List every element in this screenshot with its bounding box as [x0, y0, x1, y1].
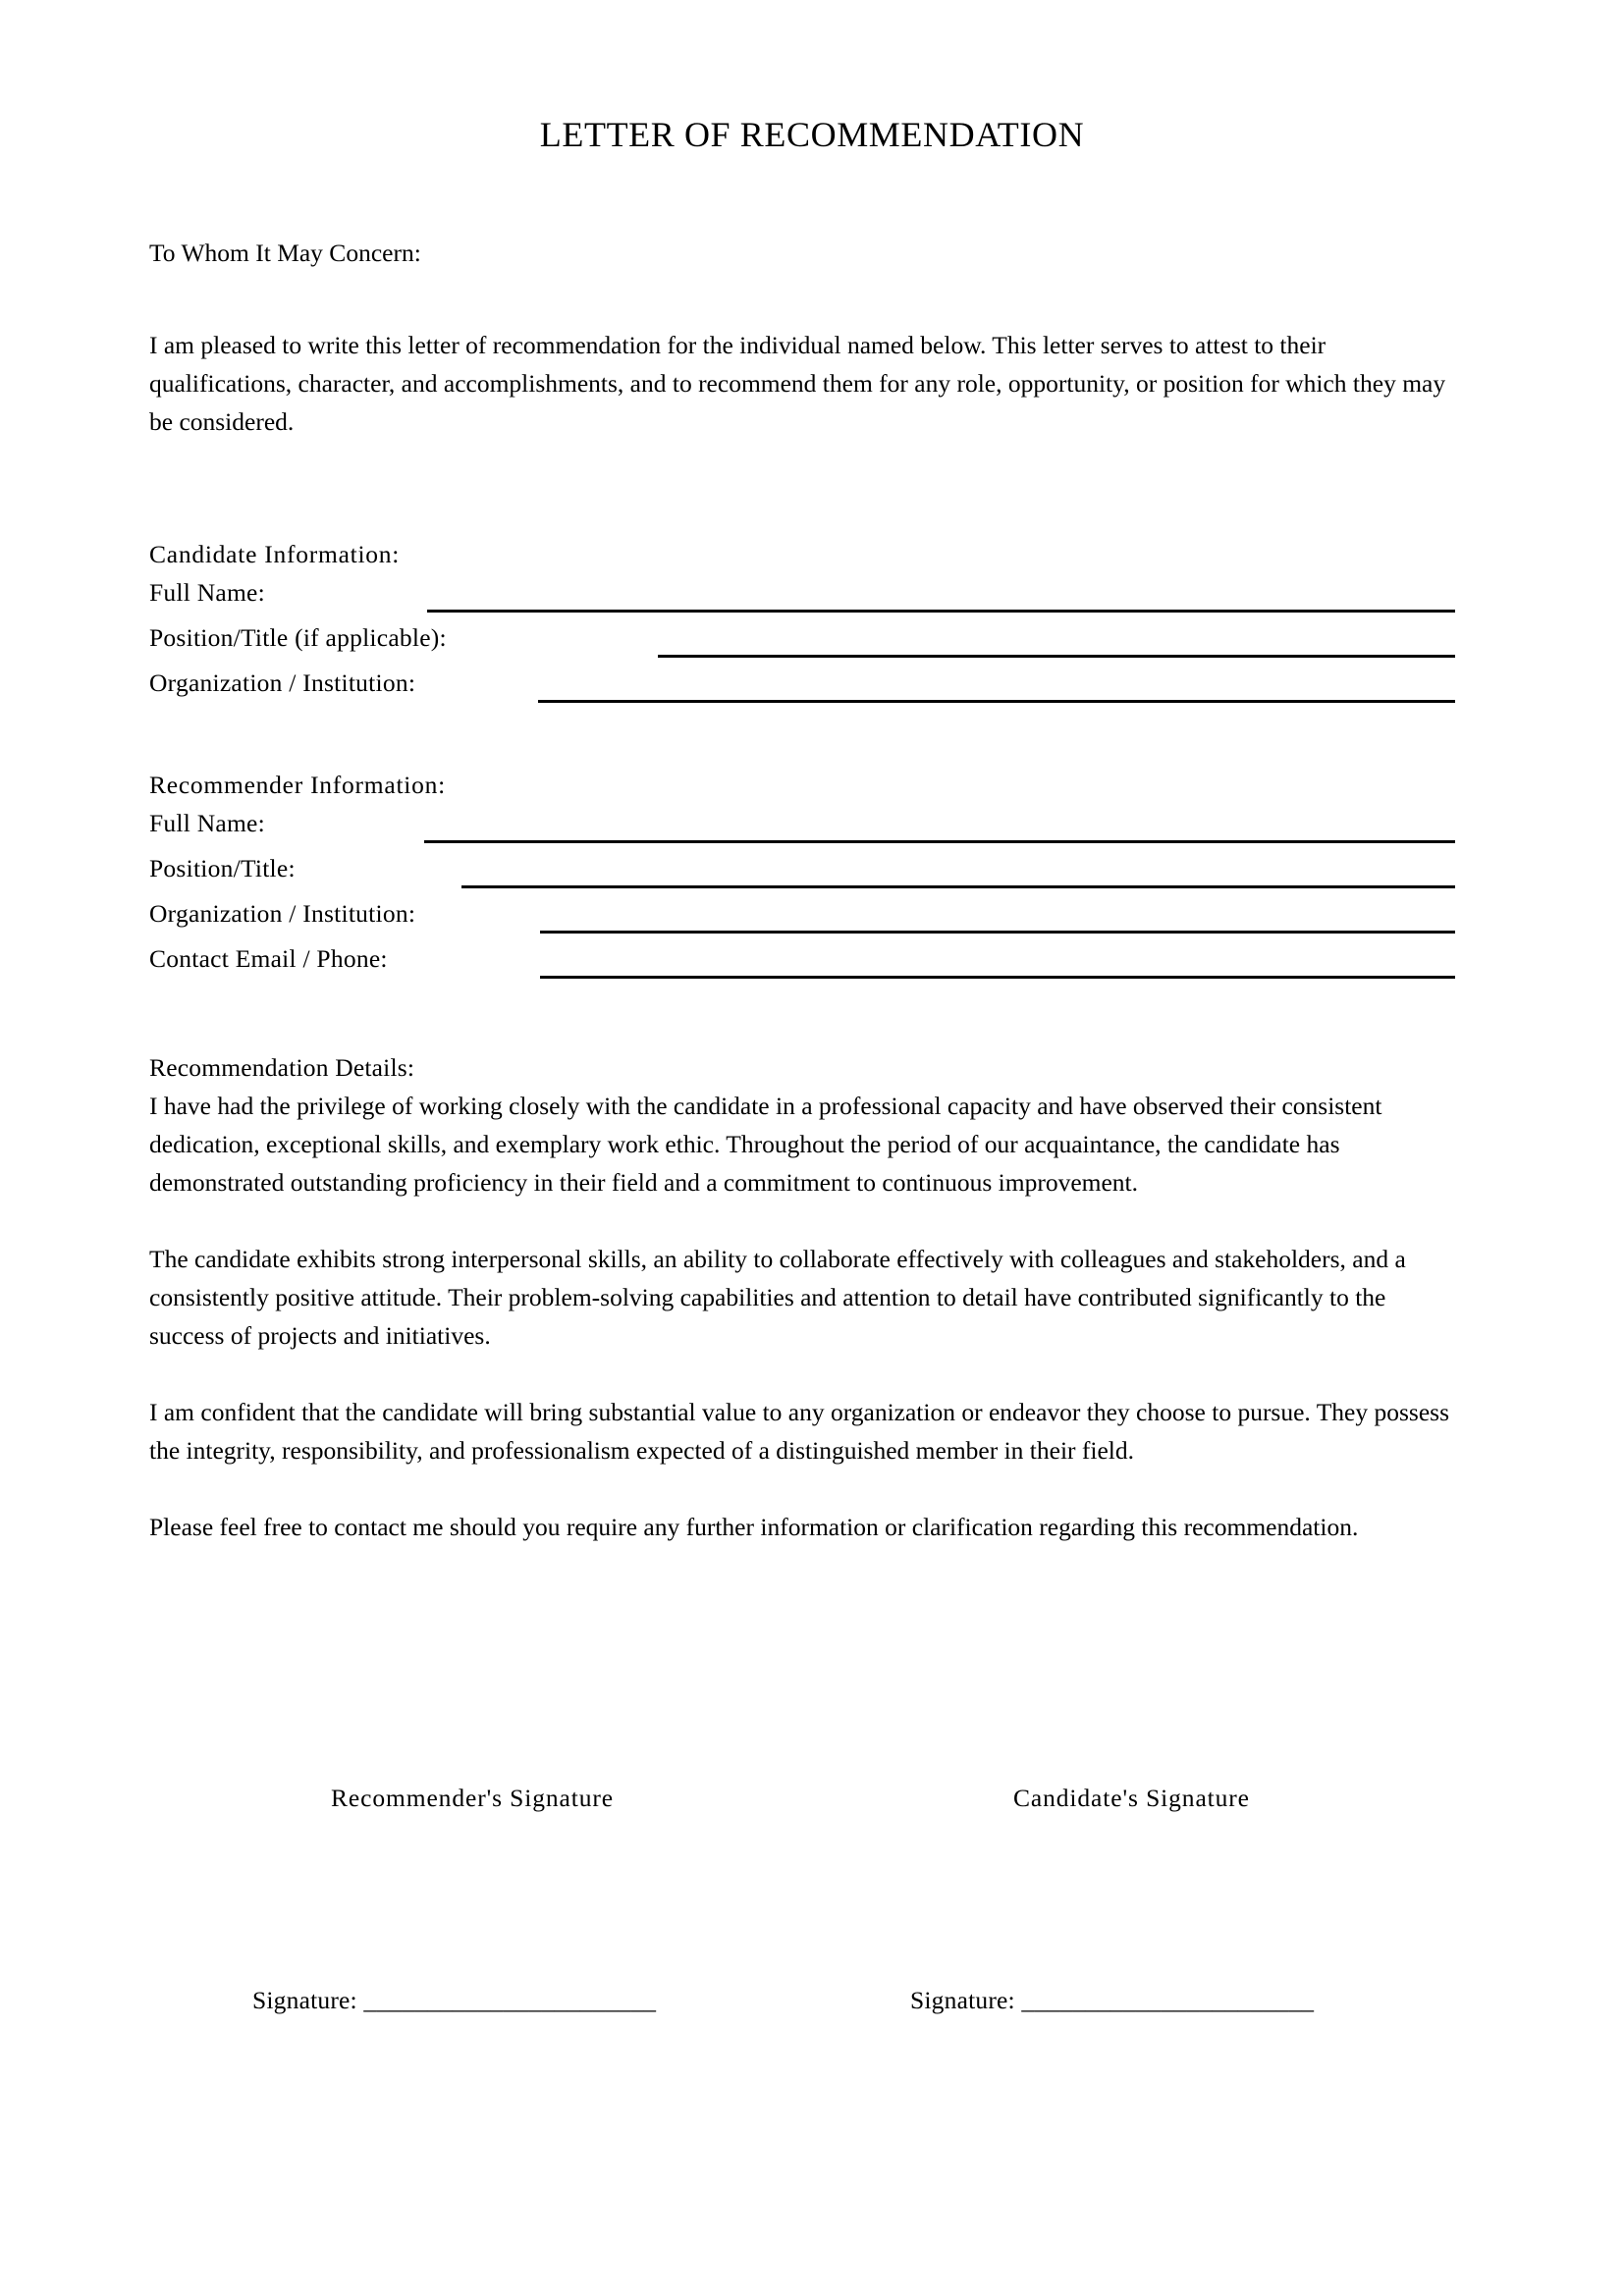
candidate-field-row	[149, 618, 1455, 664]
details-paragraph: The candidate exhibits strong interpersonal skills, an ability to collaborate effectively with colleagues and stakeholders, and a consistently positive attitude. Their problem-solving capabilities and attention to detail have contributed significantly to the success of projects and initiatives.	[149, 1245, 1406, 1350]
details-paragraph-list	[149, 1087, 1457, 1546]
candidate-field-label: Organization / Institution:	[149, 668, 416, 697]
candidate-section-heading: Candidate Information:	[149, 540, 401, 568]
candidate-field-row	[149, 573, 1455, 618]
signature-lines-row	[149, 1981, 1455, 2024]
recommendation-details-section	[149, 1048, 1457, 1546]
recommender-information-section	[149, 766, 1455, 985]
details-paragraph: Please feel free to contact me should you require any further information or clarification regarding this recommendation.	[149, 1513, 1359, 1541]
recommender-field-row	[149, 849, 1455, 894]
page-title: LETTER OF RECOMMENDATION	[539, 115, 1085, 154]
recommender-field-label: Position/Title:	[149, 854, 296, 882]
recommender-section-heading: Recommender Information:	[149, 771, 446, 799]
salutation-text: To Whom It May Concern:	[149, 239, 421, 267]
signature-captions-row	[149, 1779, 1455, 1818]
details-paragraph: I have had the privilege of working closely with the candidate in a professional capacity and have observed their consistent dedication, exceptional skills, and exemplary work ethic. Throughout the period of our acquaintance, the candidate has demonstrated outstanding proficiency in their field and a commitment to continuous improvement.	[149, 1092, 1382, 1197]
recommender-field-label: Organization / Institution:	[149, 899, 416, 928]
recommender-field-label: Full Name:	[149, 809, 265, 837]
details-paragraph: I am confident that the candidate will bring substantial value to any organization or endeavor they choose to pursue. They possess the integrity, responsibility, and professionalism expected of a distinguished member in their field.	[149, 1398, 1449, 1465]
candidate-field-label: Position/Title (if applicable):	[149, 623, 447, 652]
candidate-field-row	[149, 664, 1455, 709]
recommender-fields-list	[149, 804, 1455, 985]
candidate-fields-list	[149, 573, 1455, 709]
recommender-signature-line[interactable]: Signature: _______________________	[252, 1986, 657, 2014]
candidate-field-input[interactable]	[427, 610, 1455, 613]
recommender-field-row	[149, 804, 1455, 849]
candidate-field-input[interactable]	[658, 655, 1455, 658]
candidate-field-input[interactable]	[538, 700, 1455, 703]
recommender-signature-caption: Recommender's Signature	[331, 1784, 615, 1812]
recommender-field-input[interactable]	[461, 885, 1455, 888]
details-section-heading: Recommendation Details:	[149, 1053, 415, 1082]
candidate-field-label: Full Name:	[149, 578, 265, 607]
recommender-field-input[interactable]	[540, 976, 1455, 979]
candidate-signature-line[interactable]: Signature: _______________________	[910, 1986, 1315, 2014]
recommender-field-row	[149, 894, 1455, 939]
recommender-field-input[interactable]	[540, 931, 1455, 934]
recommender-field-row	[149, 939, 1455, 985]
intro-paragraph-block	[149, 326, 1455, 441]
intro-paragraph: I am pleased to write this letter of recommendation for the individual named below. This letter serves to attest to their qualifications, character, and accomplishments, and to recommend them for any role, opportunity, or position for which they may be considered.	[149, 331, 1446, 436]
recommender-field-label: Contact Email / Phone:	[149, 944, 388, 973]
candidate-information-section	[149, 535, 1455, 709]
candidate-signature-caption: Candidate's Signature	[1013, 1784, 1250, 1812]
recommender-field-input[interactable]	[424, 840, 1455, 843]
